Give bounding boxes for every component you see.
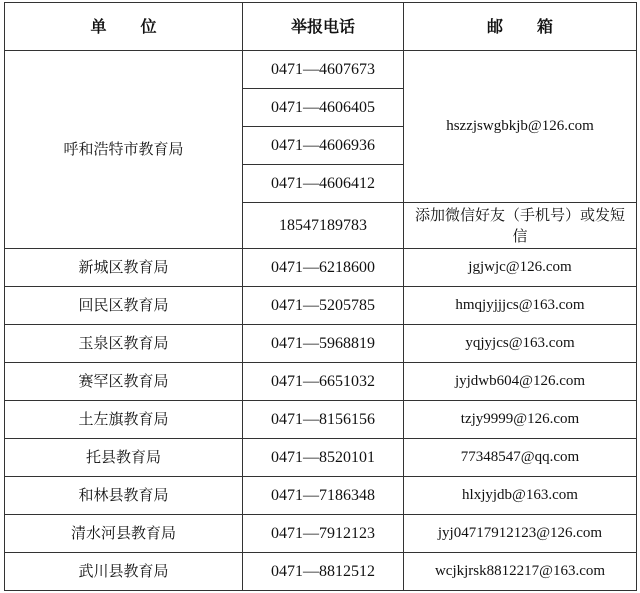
- unit-cell: 托县教育局: [5, 439, 243, 477]
- phone-cell: 18547189783: [243, 203, 404, 249]
- phone-cell: 0471—5968819: [243, 325, 404, 363]
- contact-table: [4, 2, 637, 591]
- header-unit-char-1: 单: [90, 16, 107, 36]
- phone-cell: 0471—4606405: [243, 89, 404, 127]
- unit-cell: 赛罕区教育局: [5, 363, 243, 401]
- unit-cell: 回民区教育局: [5, 287, 243, 325]
- unit-cell: 新城区教育局: [5, 249, 243, 287]
- phone-cell: 0471—4606936: [243, 127, 404, 165]
- header-row: [5, 3, 637, 51]
- table-row: [5, 287, 637, 325]
- table-row: [5, 249, 637, 287]
- email-cell: hmqjyjjjcs@163.com: [404, 287, 637, 325]
- unit-cell: 玉泉区教育局: [5, 325, 243, 363]
- header-email-char-1: 邮: [486, 16, 503, 36]
- phone-cell: 0471—8156156: [243, 401, 404, 439]
- table-row: [5, 325, 637, 363]
- phone-cell: 0471—6218600: [243, 249, 404, 287]
- header-unit-char-2: 位: [140, 16, 157, 36]
- phone-cell: 0471—6651032: [243, 363, 404, 401]
- phone-cell: 0471—7912123: [243, 515, 404, 553]
- email-cell: wcjkjrsk8812217@163.com: [404, 553, 637, 591]
- email-cell: hlxjyjdb@163.com: [404, 477, 637, 515]
- email-cell: hszzjswgbkjb@126.com: [404, 51, 637, 203]
- table-row: [5, 439, 637, 477]
- table-row: [5, 515, 637, 553]
- table-row: [5, 363, 637, 401]
- phone-cell: 0471—8520101: [243, 439, 404, 477]
- phone-cell: 0471—5205785: [243, 287, 404, 325]
- email-cell: jyjdwb604@126.com: [404, 363, 637, 401]
- header-email-char-2: 箱: [537, 16, 554, 36]
- email-cell: 77348547@qq.com: [404, 439, 637, 477]
- phone-cell: 0471—4606412: [243, 165, 404, 203]
- table-row: [5, 51, 637, 89]
- phone-cell: 0471—7186348: [243, 477, 404, 515]
- mobile-note-cell: 添加微信好友（手机号）或发短信: [404, 203, 637, 249]
- email-cell: yqjyjcs@163.com: [404, 325, 637, 363]
- unit-cell: 和林县教育局: [5, 477, 243, 515]
- table-row: [5, 553, 637, 591]
- table-row: [5, 401, 637, 439]
- unit-cell: 武川县教育局: [5, 553, 243, 591]
- phone-cell: 0471—4607673: [243, 51, 404, 89]
- email-cell: jgjwjc@126.com: [404, 249, 637, 287]
- email-cell: tzjy9999@126.com: [404, 401, 637, 439]
- header-phone: 举报电话: [243, 3, 404, 51]
- unit-cell: 清水河县教育局: [5, 515, 243, 553]
- email-cell: jyj04717912123@126.com: [404, 515, 637, 553]
- unit-cell: 呼和浩特市教育局: [5, 51, 243, 249]
- unit-cell: 土左旗教育局: [5, 401, 243, 439]
- header-unit: [5, 3, 243, 51]
- table-row: [5, 477, 637, 515]
- phone-cell: 0471—8812512: [243, 553, 404, 591]
- header-email: [404, 3, 637, 51]
